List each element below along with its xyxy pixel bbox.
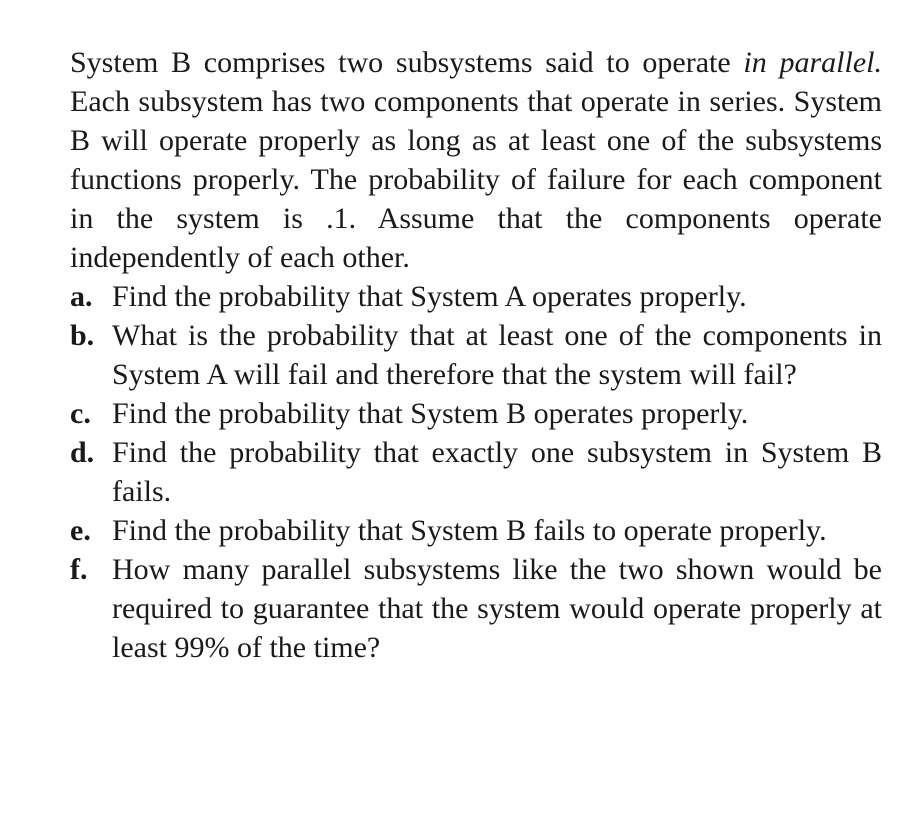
part-letter: d. — [70, 436, 95, 469]
part-text: Find the probability that System A operates properly. — [112, 280, 747, 313]
part-letter: a. — [70, 280, 93, 313]
part-text: Find the probability that System B operates properly. — [112, 397, 749, 430]
part-e — [70, 511, 882, 550]
intro-start: System B comprises two subsystems said to operate — [70, 46, 744, 79]
part-letter: c. — [70, 397, 91, 430]
problem-intro — [70, 43, 882, 277]
part-text: What is the probability that at least one of the components in System A will fail and therefore that the system will fail? — [112, 319, 882, 391]
intro-rest: Each subsystem has two components that operate in series. System B will operate properly as long as at least one of the subsystems functions properly. The probability of failure for each component in the system is .1. Assume that the components operate independently of each other. — [70, 85, 882, 274]
part-f — [70, 550, 882, 667]
part-c — [70, 394, 882, 433]
part-letter: b. — [70, 319, 95, 352]
part-letter: e. — [70, 514, 91, 547]
part-text: How many parallel subsystems like the two shown would be required to guarantee that the system would operate properly at least 99% of the time? — [112, 553, 882, 664]
problem-block — [70, 43, 882, 667]
part-a — [70, 277, 882, 316]
part-text: Find the probability that exactly one subsystem in System B fails. — [112, 436, 882, 508]
part-letter: f. — [70, 553, 88, 586]
part-d — [70, 433, 882, 511]
problem-parts — [70, 277, 882, 667]
part-b — [70, 316, 882, 394]
part-text: Find the probability that System B fails to operate properly. — [112, 514, 827, 547]
intro-italic: in parallel. — [743, 46, 882, 79]
